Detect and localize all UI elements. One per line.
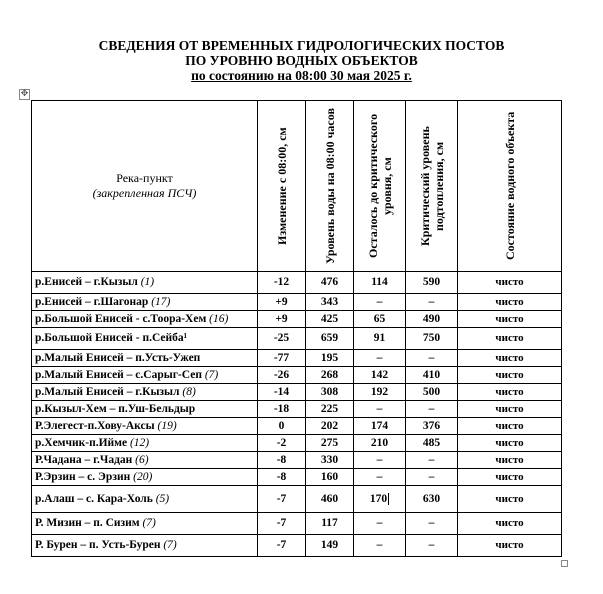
table-row (32, 418, 562, 435)
header-remaining: Осталось до критического уровня, см (354, 101, 406, 272)
document-title (0, 38, 603, 83)
river-name: р.Большой Енисей - п.Сейба¹ (35, 332, 188, 344)
table-header-row (32, 101, 562, 272)
header-level: Уровень воды на 08:00 часов (306, 101, 354, 272)
change-cell: -12 (258, 272, 306, 294)
post-number: (17) (151, 296, 171, 308)
critical-cell: – (406, 294, 458, 311)
remaining-cell: 142 (354, 367, 406, 384)
remaining-cell: – (354, 401, 406, 418)
change-cell: +9 (258, 294, 306, 311)
remaining-cell: 114 (354, 272, 406, 294)
table-row (32, 350, 562, 367)
state-cell: чисто (458, 328, 562, 350)
table-row (32, 469, 562, 486)
table-row (32, 401, 562, 418)
change-cell: -18 (258, 401, 306, 418)
table-row (32, 294, 562, 311)
river-name: Р. Бурен – п. Усть-Бурен (35, 539, 161, 551)
level-cell: 308 (306, 384, 354, 401)
critical-cell: – (406, 401, 458, 418)
change-cell: -25 (258, 328, 306, 350)
post-number: (16) (209, 313, 229, 325)
state-cell: чисто (458, 384, 562, 401)
critical-cell: 590 (406, 272, 458, 294)
state-cell: чисто (458, 486, 562, 513)
critical-cell: 410 (406, 367, 458, 384)
title-line-2: ПО УРОВНЮ ВОДНЫХ ОБЪЕКТОВ (185, 53, 418, 68)
river-cell (32, 384, 258, 401)
level-cell: 330 (306, 452, 354, 469)
change-cell: -2 (258, 435, 306, 452)
header-state: Состояние водного объекта (458, 101, 562, 272)
river-cell (32, 272, 258, 294)
remaining-cell: – (354, 350, 406, 367)
table-row (32, 311, 562, 328)
remaining-cell: 170 (354, 486, 406, 513)
critical-cell: 750 (406, 328, 458, 350)
level-cell: 343 (306, 294, 354, 311)
change-cell: -77 (258, 350, 306, 367)
remaining-cell: – (354, 535, 406, 557)
post-number: (7) (204, 369, 219, 381)
remaining-cell: – (354, 513, 406, 535)
change-cell: -7 (258, 486, 306, 513)
change-cell: -7 (258, 513, 306, 535)
critical-cell: 485 (406, 435, 458, 452)
text-cursor (388, 493, 389, 505)
hydrology-table (31, 100, 562, 557)
level-cell: 202 (306, 418, 354, 435)
river-name: р.Малый Енисей – с.Сарыг-Сеп (35, 369, 202, 381)
level-cell: 275 (306, 435, 354, 452)
change-cell: -8 (258, 469, 306, 486)
post-number: (20) (133, 471, 153, 483)
river-name: Р.Эрзин – с. Эрзин (35, 471, 131, 483)
post-number: (12) (129, 437, 150, 449)
change-cell: 0 (258, 418, 306, 435)
level-cell: 160 (306, 469, 354, 486)
table-row (32, 535, 562, 557)
remaining-cell: – (354, 469, 406, 486)
river-cell (32, 513, 258, 535)
level-cell: 425 (306, 311, 354, 328)
level-cell: 659 (306, 328, 354, 350)
level-cell: 225 (306, 401, 354, 418)
river-name: р.Кызыл-Хем – п.Уш-Бельдыр (35, 403, 196, 415)
river-cell (32, 367, 258, 384)
state-cell: чисто (458, 452, 562, 469)
river-name: р.Енисей – г.Кызыл (35, 276, 138, 288)
river-cell (32, 294, 258, 311)
state-cell: чисто (458, 350, 562, 367)
table-row (32, 452, 562, 469)
river-cell (32, 350, 258, 367)
remaining-cell: 192 (354, 384, 406, 401)
title-line-3: по состоянию на 08:00 30 мая 2025 г. (191, 68, 412, 83)
state-cell: чисто (458, 311, 562, 328)
river-cell (32, 452, 258, 469)
river-cell (32, 401, 258, 418)
change-cell: -8 (258, 452, 306, 469)
river-cell (32, 486, 258, 513)
critical-cell: 490 (406, 311, 458, 328)
level-cell: 149 (306, 535, 354, 557)
level-cell: 268 (306, 367, 354, 384)
remaining-cell: – (354, 452, 406, 469)
state-cell: чисто (458, 294, 562, 311)
level-cell: 195 (306, 350, 354, 367)
critical-cell: 500 (406, 384, 458, 401)
critical-cell: – (406, 513, 458, 535)
critical-cell: – (406, 350, 458, 367)
header-change: Изменение с 08:00, см (258, 101, 306, 272)
table-row (32, 435, 562, 452)
post-number: (7) (163, 539, 177, 551)
state-cell: чисто (458, 469, 562, 486)
post-number: (6) (135, 454, 149, 466)
river-name: Р.Чадана – г.Чадан (35, 454, 133, 466)
remaining-cell: 174 (354, 418, 406, 435)
remaining-cell: 91 (354, 328, 406, 350)
header-critical: Критический уровень подтопления, см (406, 101, 458, 272)
river-name: р.Малый Енисей – п.Усть-Ужеп (35, 352, 201, 364)
state-cell: чисто (458, 401, 562, 418)
river-name: р.Алаш – с. Кара-Холь (35, 493, 153, 505)
change-cell: +9 (258, 311, 306, 328)
table-row (32, 367, 562, 384)
table-resize-handle[interactable] (561, 560, 568, 567)
post-number: (8) (182, 386, 196, 398)
state-cell: чисто (458, 513, 562, 535)
state-cell: чисто (458, 367, 562, 384)
change-cell: -7 (258, 535, 306, 557)
header-river: Река-пункт (закрепленная ПСЧ) (32, 101, 258, 272)
change-cell: -26 (258, 367, 306, 384)
table-row (32, 486, 562, 513)
remaining-cell: 210 (354, 435, 406, 452)
river-name: р.Енисей – г.Шагонар (35, 296, 149, 308)
river-cell (32, 418, 258, 435)
table-move-handle-icon[interactable]: ✥ (20, 89, 29, 99)
critical-cell: – (406, 469, 458, 486)
post-number: (5) (155, 493, 170, 505)
table-row (32, 384, 562, 401)
level-cell: 117 (306, 513, 354, 535)
critical-cell: 630 (406, 486, 458, 513)
state-cell: чисто (458, 535, 562, 557)
river-name: Р. Мизин – п. Сизим (35, 517, 140, 529)
remaining-cell: – (354, 294, 406, 311)
critical-cell: – (406, 535, 458, 557)
river-name: Р.Элегест-п.Хову-Аксы (35, 420, 155, 432)
river-name: р.Хемчик-п.Ийме (35, 437, 128, 449)
table-row (32, 328, 562, 350)
level-cell: 460 (306, 486, 354, 513)
table-row (32, 272, 562, 294)
river-cell (32, 469, 258, 486)
state-cell: чисто (458, 418, 562, 435)
post-number: (1) (140, 276, 155, 288)
title-line-1: СВЕДЕНИЯ ОТ ВРЕМЕННЫХ ГИДРОЛОГИЧЕСКИХ ПОСТОВ (98, 38, 505, 53)
level-cell: 476 (306, 272, 354, 294)
post-number: (19) (157, 420, 177, 432)
state-cell: чисто (458, 435, 562, 452)
state-cell: чисто (458, 272, 562, 294)
river-cell (32, 328, 258, 350)
critical-cell: 376 (406, 418, 458, 435)
table-row (32, 513, 562, 535)
river-cell (32, 535, 258, 557)
river-cell (32, 435, 258, 452)
critical-cell: – (406, 452, 458, 469)
change-cell: -14 (258, 384, 306, 401)
river-name: р.Малый Енисей – г.Кызыл (35, 386, 180, 398)
post-number: (7) (142, 517, 156, 529)
river-cell (32, 311, 258, 328)
river-name: р.Большой Енисей - с.Тоора-Хем (35, 313, 207, 325)
remaining-cell: 65 (354, 311, 406, 328)
